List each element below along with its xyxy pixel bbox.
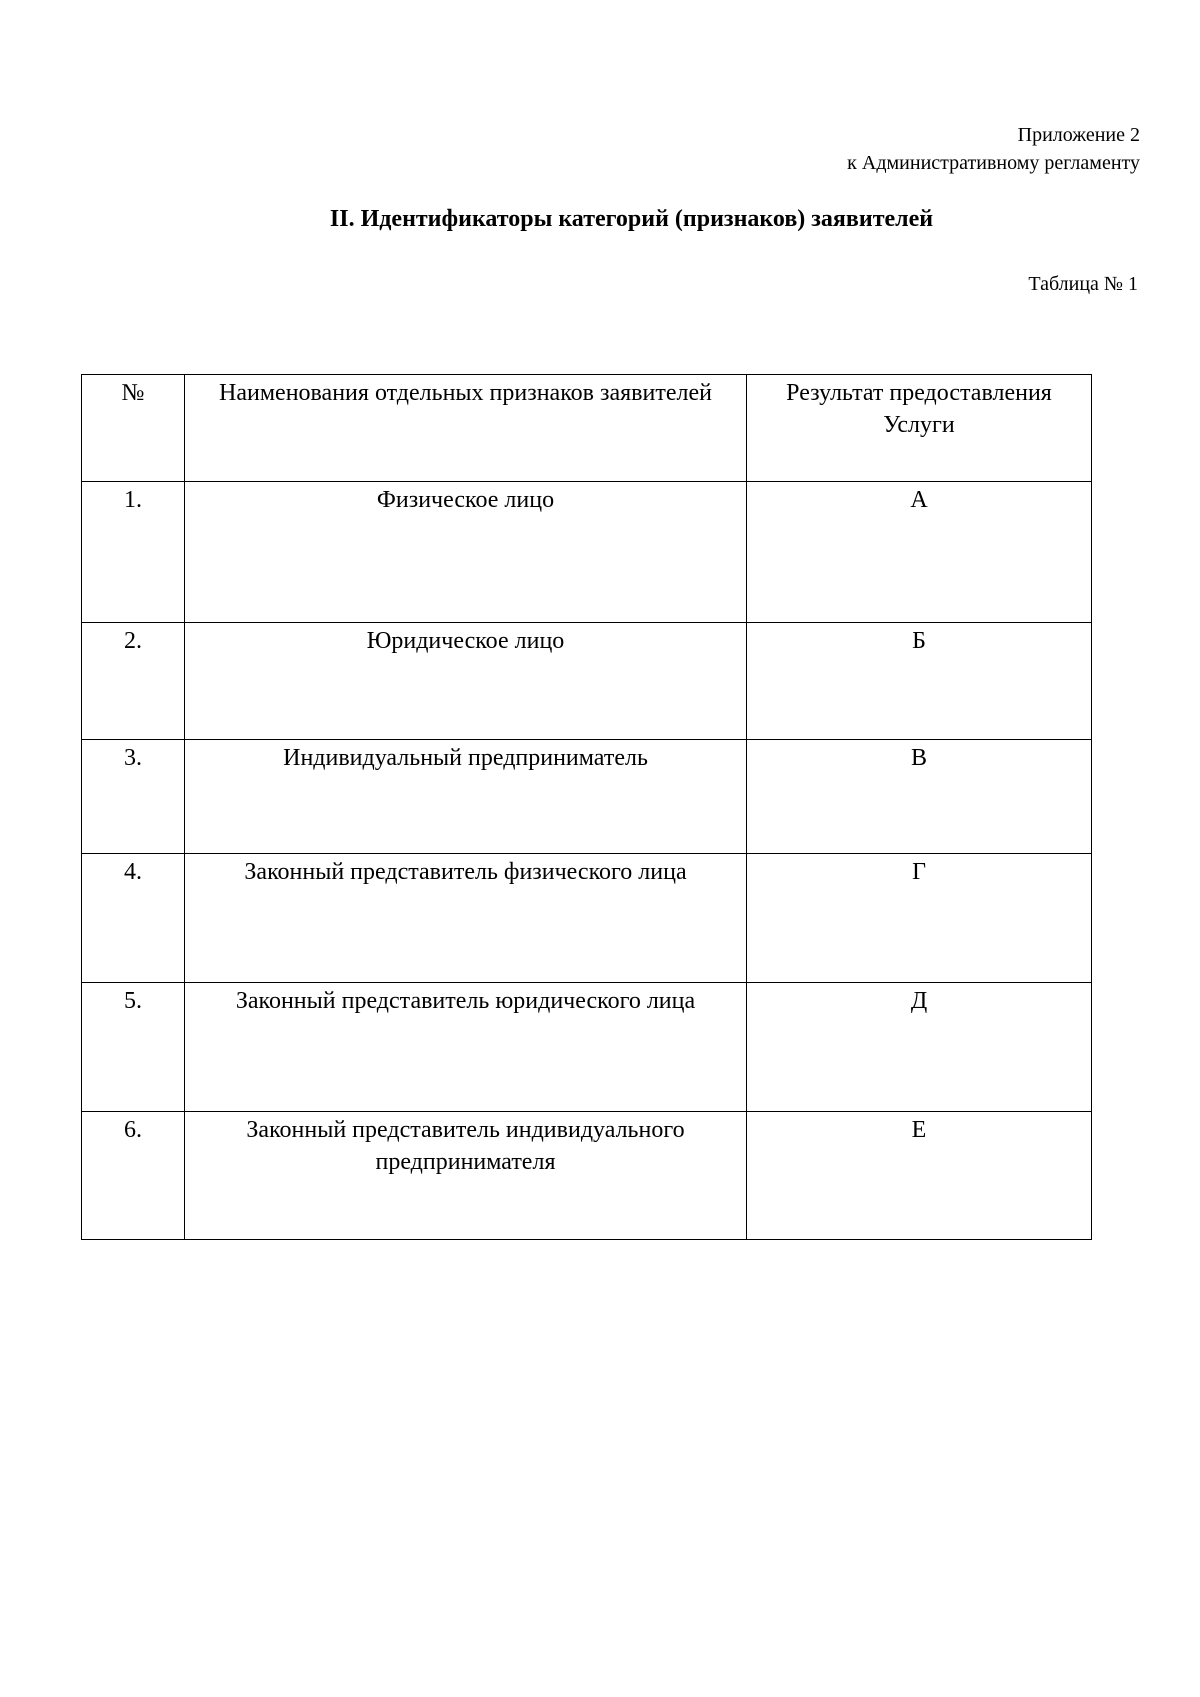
- row-number-cell: 3.: [82, 740, 185, 854]
- table-number-label: Таблица № 1: [1028, 273, 1138, 295]
- row-result-cell: Е: [747, 1112, 1092, 1240]
- row-name-cell: Законный представитель физического лица: [185, 854, 747, 983]
- table-row: [82, 854, 1092, 983]
- row-result-cell: А: [747, 482, 1092, 623]
- row-name-cell: Юридическое лицо: [185, 623, 747, 740]
- row-name-cell: Законный представитель индивидуального предпринимателя: [185, 1112, 747, 1240]
- row-number-cell: 5.: [82, 983, 185, 1112]
- row-number-cell: 2.: [82, 623, 185, 740]
- table-row: [82, 482, 1092, 623]
- annex-line-2: к Административному регламенту: [847, 152, 1140, 174]
- row-result-cell: Б: [747, 623, 1092, 740]
- row-name-cell: Физическое лицо: [185, 482, 747, 623]
- row-name-cell: Индивидуальный предприниматель: [185, 740, 747, 854]
- annex-line-1: Приложение 2: [1017, 124, 1140, 146]
- document-title: II. Идентификаторы категорий (признаков) заявителей: [329, 206, 934, 232]
- table-row: [82, 740, 1092, 854]
- annex-reference: [847, 121, 1140, 177]
- table-row: [82, 623, 1092, 740]
- applicant-categories-table: [81, 374, 1092, 1240]
- column-header-result: Результат предоставления Услуги: [747, 375, 1092, 482]
- column-header-name: Наименования отдельных признаков заявителей: [185, 375, 747, 482]
- row-name-cell: Законный представитель юридического лица: [185, 983, 747, 1112]
- row-result-cell: Г: [747, 854, 1092, 983]
- row-result-cell: В: [747, 740, 1092, 854]
- row-result-cell: Д: [747, 983, 1092, 1112]
- table-row: [82, 983, 1092, 1112]
- row-number-cell: 6.: [82, 1112, 185, 1240]
- column-header-number: №: [82, 375, 185, 482]
- row-number-cell: 1.: [82, 482, 185, 623]
- table-header-row: [82, 375, 1092, 482]
- row-number-cell: 4.: [82, 854, 185, 983]
- table-row: [82, 1112, 1092, 1240]
